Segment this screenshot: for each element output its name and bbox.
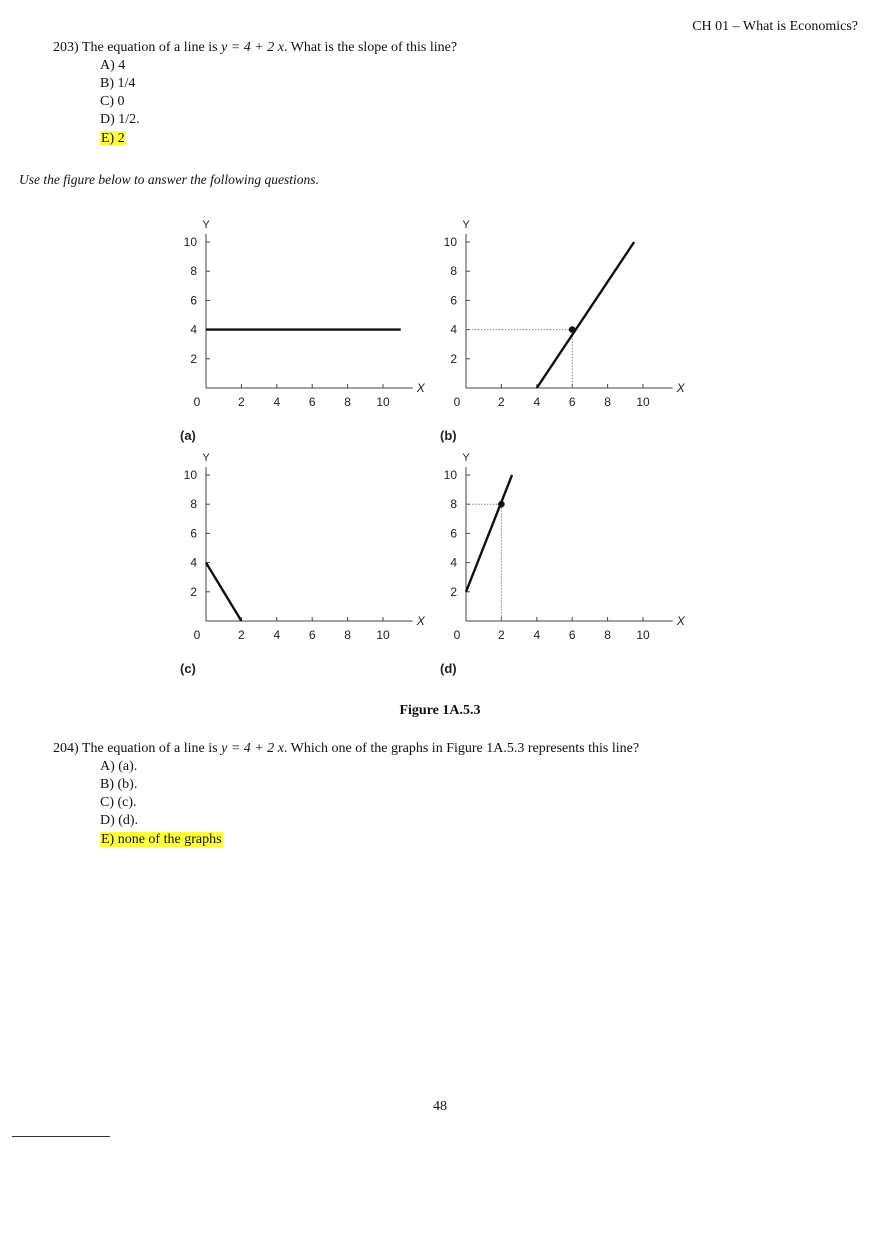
y-tick-label: 2	[190, 584, 197, 599]
chapter-header: CH 01 – What is Economics?	[692, 19, 858, 34]
data-point	[498, 501, 505, 508]
y-tick-label: 10	[183, 468, 197, 482]
y-tick-label: 8	[190, 264, 197, 279]
question-203	[53, 39, 457, 57]
x-tick-label: 8	[604, 628, 611, 642]
x-axis-label: X	[416, 381, 425, 395]
question-text-start: The equation of a line is	[81, 741, 222, 756]
x-tick-label: 4	[533, 395, 541, 409]
y-axis-label: Y	[462, 452, 470, 464]
equation: y = 4 + 2 x	[221, 40, 284, 55]
choice-b: B) 1/4	[100, 76, 136, 91]
panel-label: (d)	[440, 661, 457, 676]
y-tick-label: 4	[450, 555, 457, 570]
x-tick-label: 6	[308, 628, 316, 642]
x-tick-label: 6	[568, 395, 576, 409]
figure-caption: Figure 1A.5.3	[399, 703, 481, 718]
question-text-end: . Which one of the graphs in Figure 1A.5.3 represents this line?	[283, 741, 640, 756]
y-axis-label: Y	[202, 219, 210, 231]
question-text-end: . What is the slope of this line?	[283, 40, 458, 55]
choice-a: A) (a).	[100, 759, 138, 774]
choice-b: B) (b).	[100, 777, 138, 792]
data-line	[466, 475, 512, 592]
x-tick-label: 10	[376, 628, 390, 642]
x-tick-label: 2	[238, 628, 245, 642]
panel-label: (a)	[180, 428, 196, 443]
y-tick-label: 6	[450, 293, 457, 308]
y-axis-label: Y	[202, 452, 210, 464]
x-tick-label: 2	[238, 395, 245, 409]
y-tick-label: 2	[450, 584, 457, 599]
y-tick-label: 8	[450, 497, 457, 512]
question-number: 203)	[53, 40, 79, 55]
x-tick-label: 0	[453, 628, 461, 642]
question-number: 204)	[53, 741, 79, 756]
x-tick-label: 4	[273, 628, 281, 642]
y-tick-label: 6	[190, 526, 197, 541]
y-tick-label: 10	[443, 235, 457, 249]
choice-c: C) (c).	[100, 795, 137, 810]
y-tick-label: 4	[190, 322, 197, 337]
footnote-rule	[12, 1136, 110, 1137]
y-tick-label: 6	[450, 526, 457, 541]
y-axis-label: Y	[462, 219, 470, 231]
x-tick-label: 10	[636, 395, 650, 409]
y-tick-label: 2	[450, 351, 457, 366]
x-tick-label: 10	[376, 395, 390, 409]
choice-d: D) 1/2.	[100, 112, 140, 127]
x-axis-label: X	[676, 614, 685, 628]
x-tick-label: 2	[498, 395, 505, 409]
x-tick-label: 8	[344, 628, 351, 642]
panel-label: (b)	[440, 428, 457, 443]
x-tick-label: 0	[193, 628, 201, 642]
choice-c: C) 0	[100, 94, 125, 109]
x-tick-label: 8	[604, 395, 611, 409]
figure-1a-5-3	[170, 205, 700, 695]
x-axis-label: X	[676, 381, 685, 395]
question-text-start: The equation of a line is	[81, 40, 222, 55]
x-tick-label: 2	[498, 628, 505, 642]
x-tick-label: 0	[193, 395, 201, 409]
x-tick-label: 6	[568, 628, 576, 642]
x-axis-label: X	[416, 614, 425, 628]
equation: y = 4 + 2 x	[221, 741, 284, 756]
choice-d: D) (d).	[100, 813, 139, 828]
y-tick-label: 6	[190, 293, 197, 308]
y-tick-label: 10	[183, 235, 197, 249]
y-tick-label: 4	[190, 555, 197, 570]
panel-label: (c)	[180, 661, 196, 676]
x-tick-label: 8	[344, 395, 351, 409]
x-tick-label: 4	[533, 628, 541, 642]
y-tick-label: 2	[190, 351, 197, 366]
question-204	[53, 740, 639, 758]
data-point	[569, 326, 576, 333]
choice-e-highlighted	[100, 831, 223, 849]
answer-highlight: E) none of the graphs	[101, 832, 222, 847]
y-tick-label: 8	[190, 497, 197, 512]
choice-e-highlighted	[100, 130, 126, 148]
y-tick-label: 8	[450, 264, 457, 279]
y-tick-label: 10	[443, 468, 457, 482]
x-tick-label: 0	[453, 395, 461, 409]
x-tick-label: 6	[308, 395, 316, 409]
answer-highlight: E) 2	[101, 131, 125, 146]
data-line	[537, 242, 634, 388]
y-tick-label: 4	[450, 322, 457, 337]
x-tick-label: 10	[636, 628, 650, 642]
data-line	[206, 563, 241, 621]
page-number: 48	[433, 1099, 447, 1114]
x-tick-label: 4	[273, 395, 281, 409]
choice-a: A) 4	[100, 58, 126, 73]
instruction-text: Use the figure below to answer the following questions.	[19, 172, 319, 187]
